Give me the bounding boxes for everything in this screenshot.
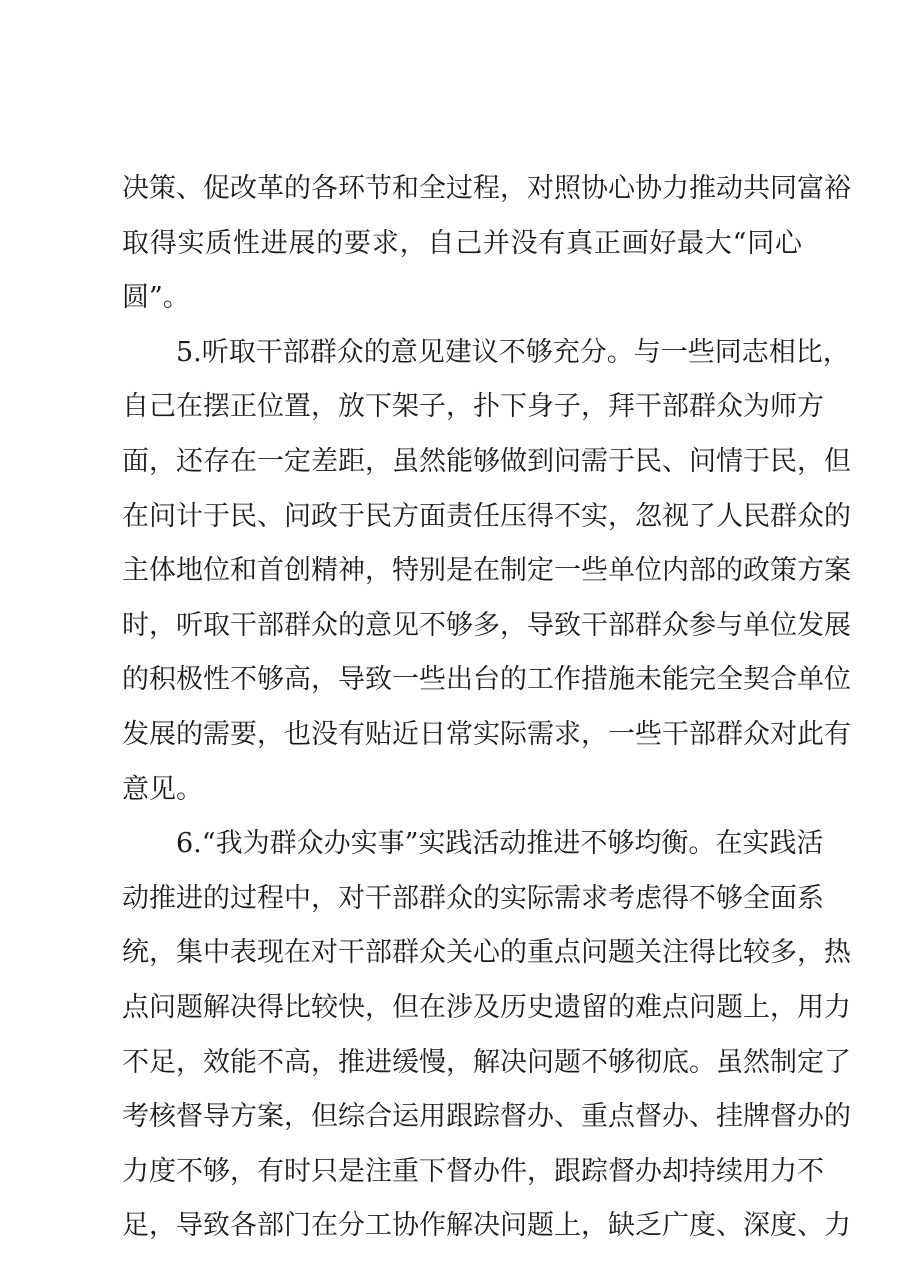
document-body (122, 162, 851, 1254)
text-line: 主体地位和首创精神，特别是在制定一些单位内部的政策方案 (122, 555, 851, 587)
text-line: 时，听取干部群众的意见不够多，导致干部群众参与单位发展 (122, 609, 851, 641)
text-line: 点问题解决得比较快，但在涉及历史遗留的难点问题上，用力 (122, 991, 851, 1023)
text-line: 意见。 (122, 773, 203, 805)
text-line: 力度不够，有时只是注重下督办件，跟踪督办却持续用力不 (122, 1155, 824, 1187)
paragraph-5-first-line: 5.听取干部群众的意见建议不够充分。与一些同志相比， (176, 336, 850, 368)
text-line: 面，还存在一定差距，虽然能够做到问需于民、问情于民，但 (122, 445, 851, 477)
text-line: 在问计于民、问政于民方面责任压得不实，忽视了人民群众的 (122, 500, 851, 532)
text-line: 足，导致各部门在分工协作解决问题上，缺乏广度、深度、力 (122, 1210, 851, 1242)
text-line: 决策、促改革的各环节和全过程，对照协心协力推动共同富裕 (122, 173, 851, 204)
paragraph-6-first-line: 6.“我为群众办实事”实践活动推进不够均衡。在实践活 (176, 828, 824, 860)
text-line: 圆”。 (122, 282, 190, 314)
text-line: 不足，效能不高，推进缓慢，解决问题不够彻底。虽然制定了 (122, 1046, 851, 1078)
text-line: 考核督导方案，但综合运用跟踪督办、重点督办、挂牌督办的 (122, 1101, 851, 1133)
text-line: 取得实质性进展的要求，自己并没有真正画好最大“同心 (122, 227, 802, 259)
text-line: 发展的需要，也没有贴近日常实际需求，一些干部群众对此有 (122, 718, 851, 750)
text-line: 动推进的过程中，对干部群众的实际需求考虑得不够全面系 (122, 882, 824, 914)
text-line: 的积极性不够高，导致一些出台的工作措施未能完全契合单位 (122, 664, 851, 696)
text-line: 统，集中表现在对干部群众关心的重点问题关注得比较多，热 (122, 937, 851, 969)
text-line: 自己在摆正位置，放下架子，扑下身子，拜干部群众为师方 (122, 391, 824, 423)
